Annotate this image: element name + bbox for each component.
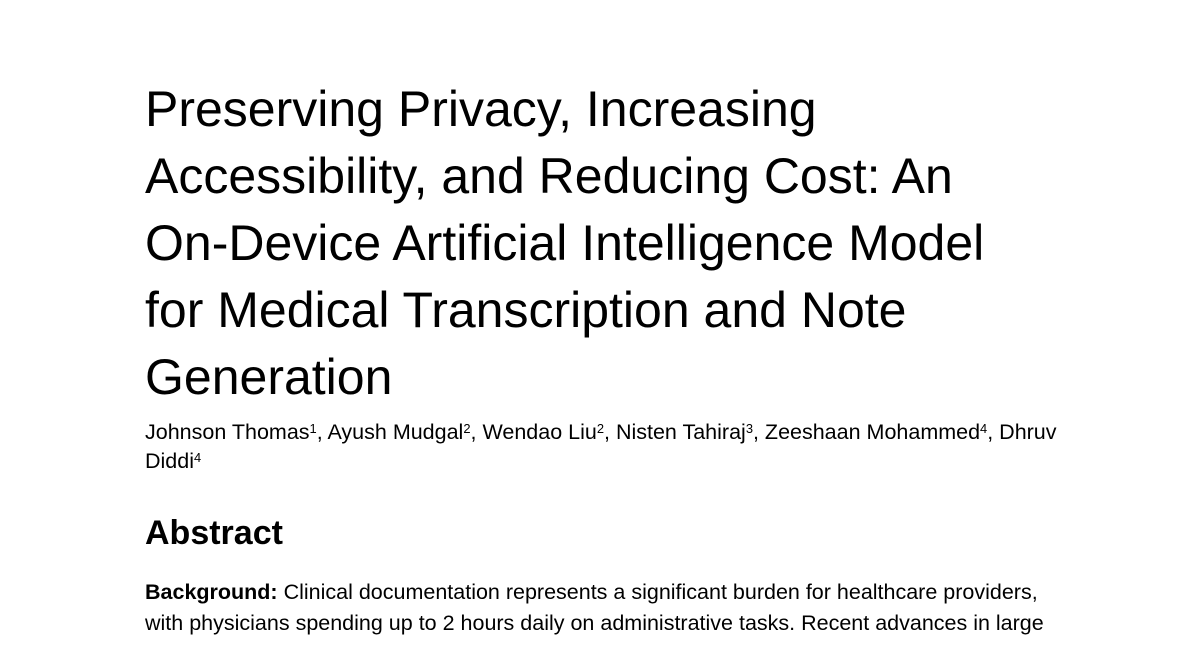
title-line: Generation [145, 349, 393, 405]
title-line: On-Device Artificial Intelligence Model [145, 215, 985, 271]
abstract-section-label: Background: [145, 580, 278, 604]
title-line: for Medical Transcription and Note [145, 282, 907, 338]
affiliation-superscript: 4 [980, 421, 988, 437]
author-line: Diddi$^4$ [145, 449, 202, 473]
affiliation-superscript: 3 [745, 421, 753, 437]
affiliation-superscript: 1 [309, 421, 317, 437]
page-content-column [145, 0, 1070, 639]
abstract-line: with physicians spending up to 2 hours daily on administrative tasks. Recent advances in large [145, 611, 1044, 635]
paper-title [145, 0, 1070, 411]
affiliation-superscript: 4 [194, 450, 202, 466]
abstract-heading: Abstract [145, 514, 283, 552]
affiliation-superscript: 2 [463, 421, 471, 437]
author-list [145, 418, 1070, 476]
title-line: Preserving Privacy, Increasing [145, 81, 817, 137]
abstract-line: Background: Clinical documentation represents a significant burden for healthcare providers, [145, 580, 1038, 604]
title-line: Accessibility, and Reducing Cost: An [145, 148, 953, 204]
abstract-paragraph [145, 577, 1070, 639]
affiliation-superscript: 2 [596, 421, 604, 437]
author-line: Johnson Thomas$^1$, Ayush Mudgal$^2$, Wendao Liu$^2$, Nisten Tahiraj$^3$, Zeeshaan Mohammed$^4$, Dhruv [145, 420, 1057, 444]
